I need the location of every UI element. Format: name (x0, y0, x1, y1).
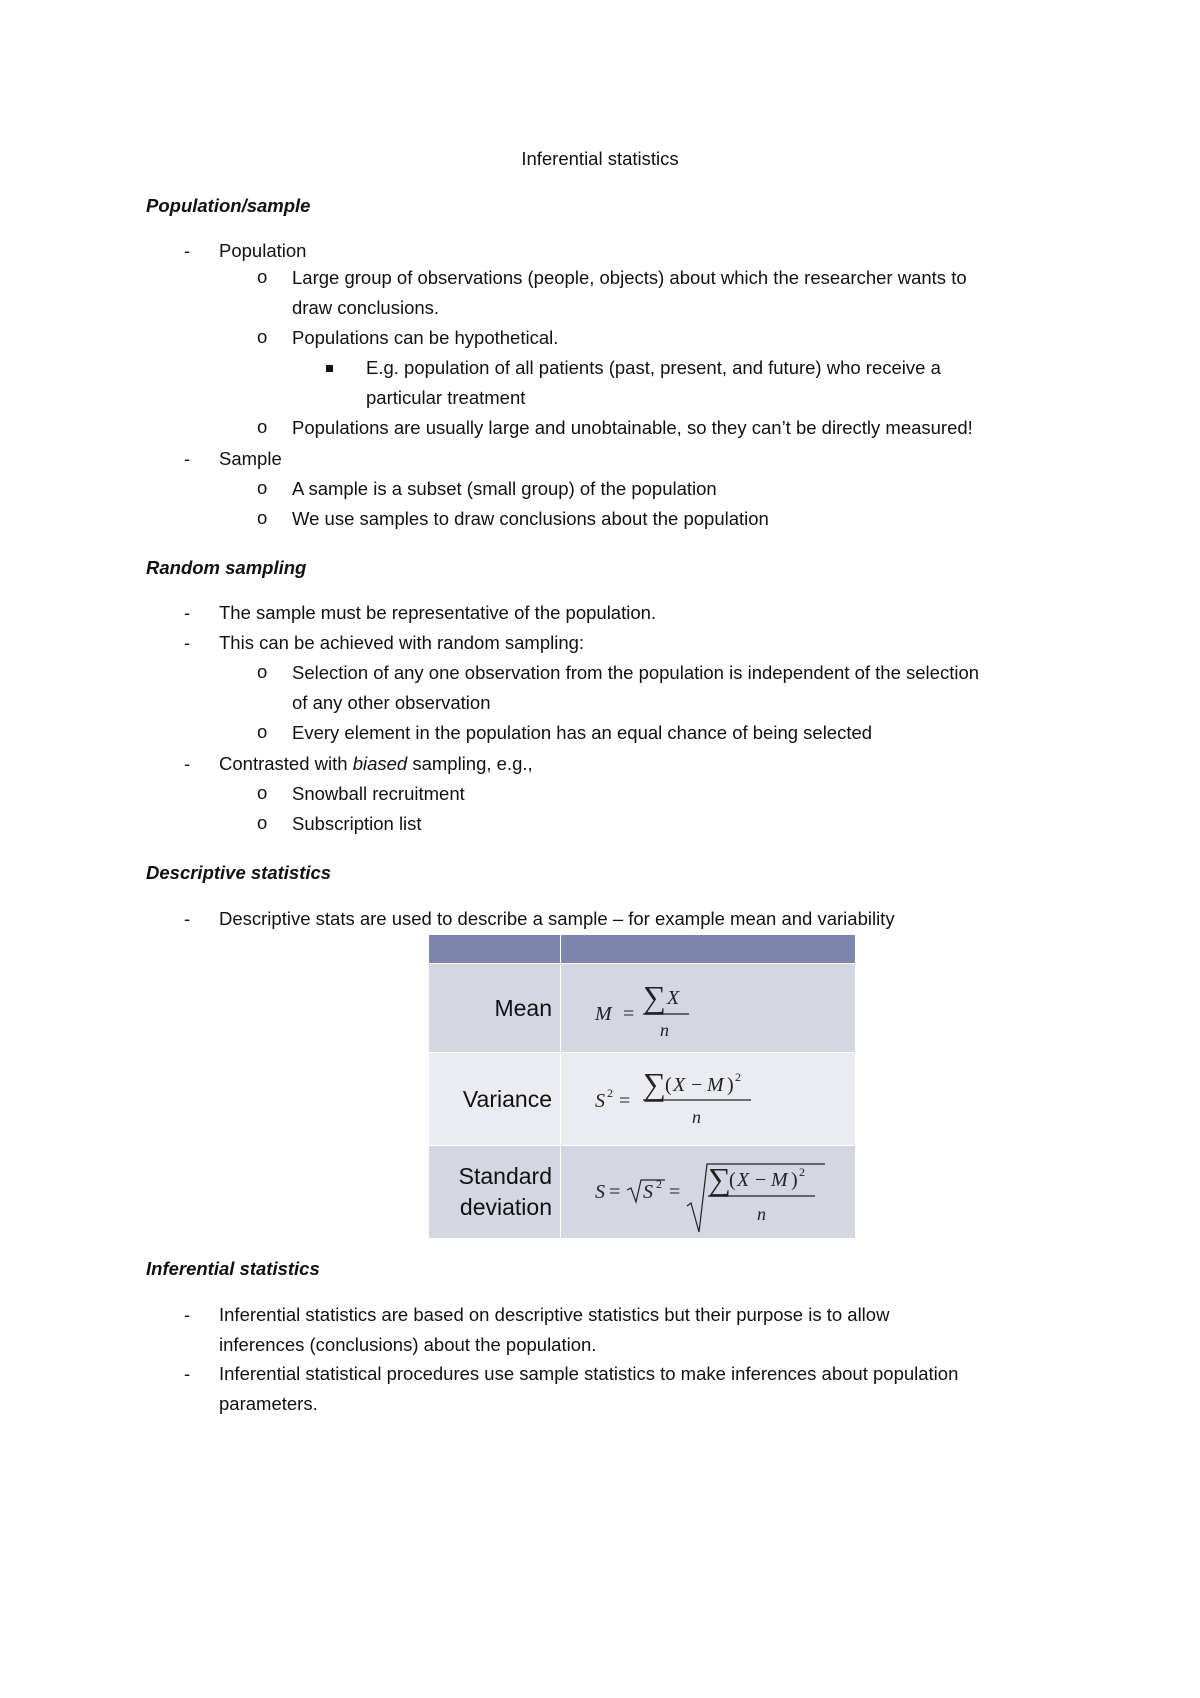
list-item-subscription: Subscription list (292, 813, 422, 834)
svg-text:n: n (660, 1020, 669, 1040)
svg-text:=: = (669, 1181, 681, 1203)
formula-table (428, 934, 856, 1239)
svg-text:X: X (737, 1169, 750, 1191)
svg-text:n: n (692, 1107, 701, 1127)
svg-text:=: = (623, 1003, 635, 1025)
circle-bullet: o (257, 266, 268, 287)
heading-descriptive-statistics: Descriptive statistics (146, 862, 332, 883)
svg-text:(: ( (665, 1074, 672, 1096)
svg-text:X: X (673, 1074, 686, 1096)
list-item-hypothetical: Populations can be hypothetical. (292, 327, 559, 348)
dash-bullet: - (184, 1363, 191, 1384)
list-item-equal-chance: Every element in the population has an equal chance of being selected (292, 722, 873, 743)
svg-text:2: 2 (607, 1086, 613, 1100)
list-item-independent: Selection of any one observation from the population is independent of the selection of any other observation (292, 662, 980, 713)
mean-formula-graphic (561, 964, 857, 1052)
heading-population-sample: Population/sample (146, 195, 311, 216)
svg-text:): ) (791, 1169, 798, 1191)
dash-bullet: - (184, 448, 191, 469)
circle-bullet: o (257, 782, 268, 803)
dash-bullet: - (184, 753, 191, 774)
square-bullet (326, 365, 333, 372)
table-row-sd (429, 1146, 856, 1239)
svg-text:M: M (771, 1169, 788, 1191)
list-item-population: Population (219, 240, 307, 261)
svg-text:n: n (757, 1204, 766, 1224)
circle-bullet: o (257, 326, 268, 347)
list-item-example: E.g. population of all patients (past, present, and future) who receive a particular treatment (366, 357, 941, 408)
circle-bullet: o (257, 477, 268, 498)
svg-text:∑: ∑ (708, 1161, 731, 1197)
list-item-procedures: Inferential statistical procedures use sample statistics to make inferences about population parameters. (219, 1363, 959, 1414)
table-row-variance (429, 1053, 856, 1146)
dash-bullet: - (184, 632, 191, 653)
list-item-achieved: This can be achieved with random sampling: (219, 632, 585, 653)
circle-bullet: o (257, 721, 268, 742)
heading-inferential-statistics: Inferential statistics (146, 1258, 320, 1279)
svg-text:=: = (619, 1090, 631, 1112)
sd-formula (561, 1146, 856, 1239)
list-item-subset: A sample is a subset (small group) of the population (292, 478, 717, 499)
list-item-snowball: Snowball recruitment (292, 783, 465, 804)
list-item-descriptive: Descriptive stats are used to describe a sample – for example mean and variability (219, 908, 895, 929)
dash-bullet: - (184, 602, 191, 623)
dash-bullet: - (184, 908, 191, 929)
variance-formula (561, 1053, 856, 1146)
svg-text:S: S (595, 1181, 605, 1203)
mean-label: Mean (429, 964, 561, 1053)
variance-label: Variance (429, 1053, 561, 1146)
svg-text:): ) (727, 1074, 734, 1096)
heading-random-sampling: Random sampling (146, 557, 307, 578)
svg-text:−: − (691, 1074, 703, 1096)
variance-formula-graphic (561, 1053, 857, 1145)
svg-text:2: 2 (799, 1165, 805, 1179)
svg-text:M: M (595, 1003, 612, 1025)
table-header-row (429, 935, 856, 964)
circle-bullet: o (257, 812, 268, 833)
circle-bullet: o (257, 416, 268, 437)
svg-text:(: ( (729, 1169, 736, 1191)
svg-text:M: M (707, 1074, 724, 1096)
page-title: Inferential statistics (521, 148, 679, 169)
svg-text:∑: ∑ (643, 979, 666, 1015)
list-item-based-on-descriptive: Inferential statistics are based on descriptive statistics but their purpose is to allow inferences (conclusions) about the population. (219, 1304, 890, 1355)
list-item-unobtainable: Populations are usually large and unobtainable, so they can’t be directly measured! (292, 417, 973, 438)
list-item-biased: Contrasted with biased sampling, e.g., (219, 753, 533, 774)
circle-bullet: o (257, 661, 268, 682)
svg-text:S: S (643, 1181, 653, 1203)
circle-bullet: o (257, 507, 268, 528)
svg-text:−: − (755, 1169, 767, 1191)
sd-label: Standard deviation (429, 1146, 561, 1239)
list-item-representative: The sample must be representative of the population. (219, 602, 657, 623)
mean-formula (561, 964, 856, 1053)
dash-bullet: - (184, 1304, 191, 1325)
sd-formula-graphic (561, 1146, 857, 1238)
list-item-sample: Sample (219, 448, 282, 469)
list-item-large-group: Large group of observations (people, objects) about which the researcher wants to draw conclusions. (292, 267, 967, 318)
svg-text:∑: ∑ (643, 1066, 666, 1102)
dash-bullet: - (184, 240, 191, 261)
svg-text:2: 2 (735, 1070, 741, 1084)
table-row-mean (429, 964, 856, 1053)
list-item-use-samples: We use samples to draw conclusions about the population (292, 508, 769, 529)
svg-text:S: S (595, 1090, 605, 1112)
svg-text:2: 2 (656, 1177, 662, 1191)
svg-text:=: = (609, 1181, 621, 1203)
svg-text:X: X (667, 987, 680, 1009)
